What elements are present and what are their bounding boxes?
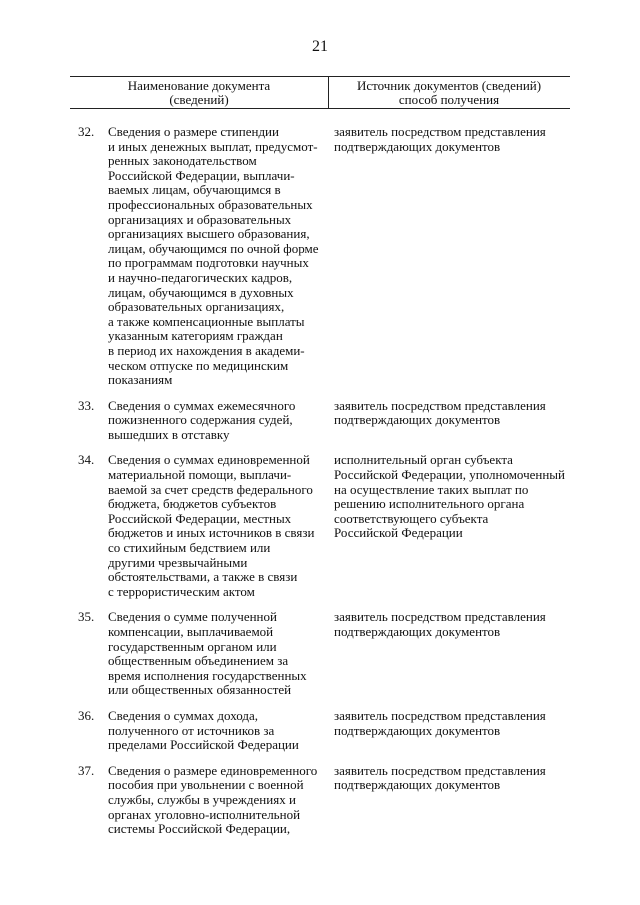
row-source: исполнительный орган субъекта Российской Федерации, уполномоченный на осуществление таких выплат по решению исполнительного органа соответствующего субъекта Российской Федерации: [334, 452, 565, 541]
table-row: [70, 709, 570, 753]
table-header: [70, 76, 570, 109]
table-row: [70, 764, 570, 837]
header-source: Источник документов (сведений) способ получения: [356, 78, 542, 107]
row-number: 35.: [78, 609, 95, 625]
row-source: заявитель посредством представления подтверждающих документов: [334, 397, 546, 428]
row-number: 36.: [78, 707, 95, 723]
row-document-name: Сведения о сумме полученной компенсации, выплачиваемой государственным органом или общественным объединением за время исполнения государственных или общественных обязанностей: [108, 609, 307, 698]
row-source: заявитель посредством представления подтверждающих документов: [334, 707, 546, 738]
table-body: [70, 125, 570, 848]
row-source: заявитель посредством представления подтверждающих документов: [334, 609, 546, 639]
row-number: 32.: [78, 124, 95, 139]
page-number: 21: [312, 38, 328, 55]
row-document-name: Сведения о размере стипендии и иных денежных выплат, предусмот- ренных законодательством Российской Федерации, выплачи- ваемых лицам, обучающимся в профессиональных образовательных организациях и образовательных организациях высшего образования, лицам, обучающимся по очной форме по программам подготовки научных и научно-педагогических кадров, лицам, обучающимся в духовных образовательных организациях, а также компенсационные выплаты указанным категориям граждан в период их нахождения в академи- ческом отпуске по медицинским показаниям: [108, 124, 319, 388]
table-row: [70, 610, 570, 698]
row-source: заявитель посредством представления подтверждающих документов: [334, 762, 546, 793]
table-row: [70, 399, 570, 443]
row-number: 37.: [78, 762, 95, 778]
table-row: [70, 453, 570, 599]
row-document-name: Сведения о суммах единовременной материальной помощи, выплачи- ваемой за счет средств федерального бюджета, бюджетов субъектов Российской Федерации, местных бюджетов и иных источников в связи со стихийным бедствием или другими чрезвычайными обстоятельствами, а также в связи с террористическим актом: [108, 452, 315, 599]
row-document-name: Сведения о размере единовременного пособия при увольнении с военной службы, службы в учреждениях и органах уголовно-исполнительной системы Российской Федерации,: [108, 762, 318, 837]
row-document-name: Сведения о суммах дохода, полученного от источников за пределами Российской Федерации: [108, 707, 299, 753]
row-document-name: Сведения о суммах ежемесячного пожизненного содержания судей, вышедших в отставку: [108, 397, 296, 442]
table-row: [70, 125, 570, 388]
header-document-name: Наименование документа (сведений): [127, 78, 271, 107]
row-source: заявитель посредством представления подтверждающих документов: [334, 124, 546, 154]
row-number: 33.: [78, 397, 95, 413]
row-number: 34.: [78, 452, 95, 468]
